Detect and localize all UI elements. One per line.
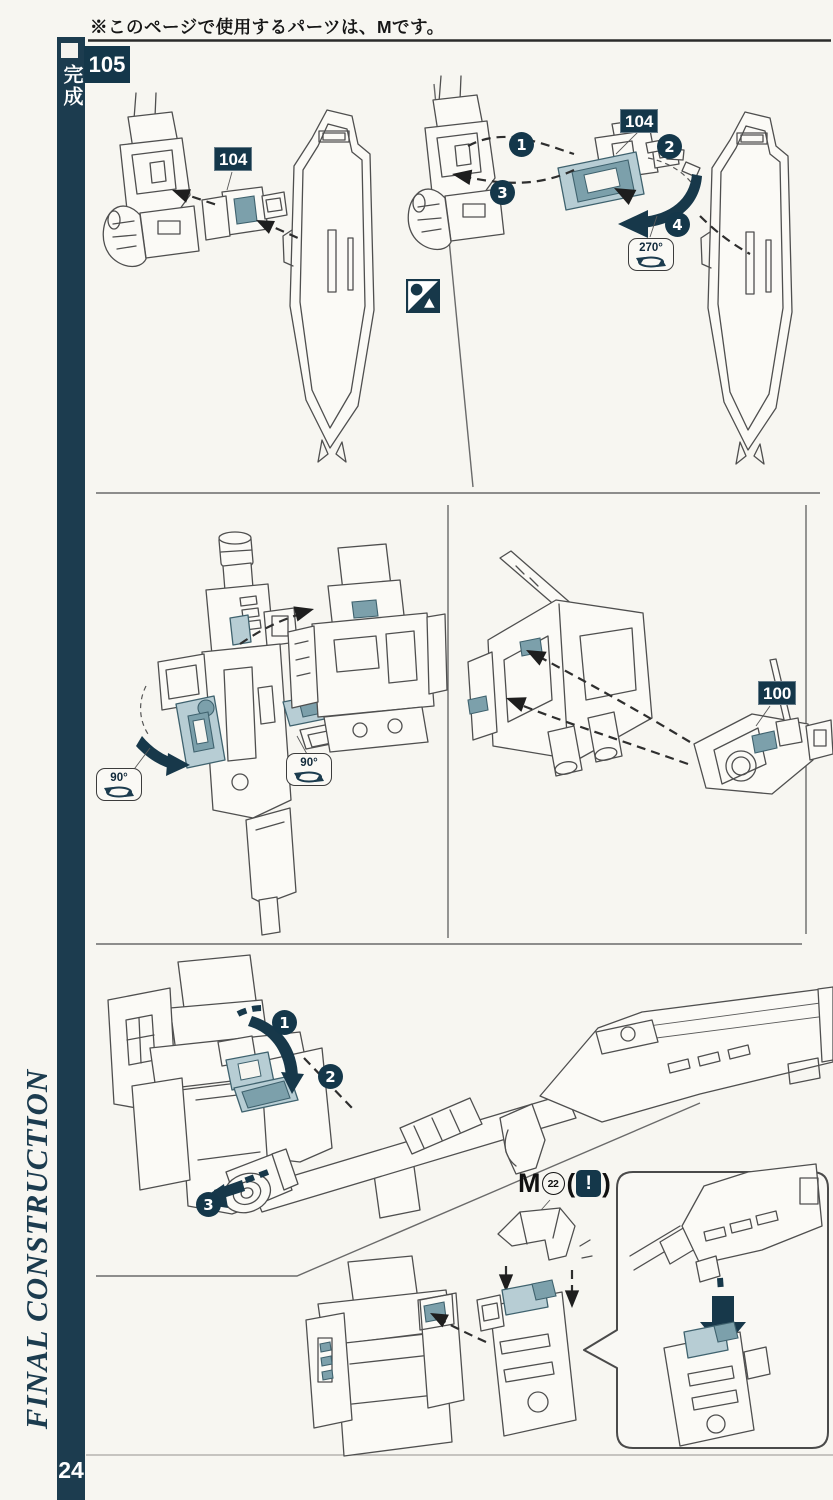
step-circle-3: 3 bbox=[490, 180, 515, 205]
warning-icon: ! bbox=[576, 1170, 601, 1197]
symmetry-icon bbox=[406, 279, 440, 318]
step-number-badge: 105 bbox=[84, 46, 130, 83]
backpack-head-diagram bbox=[468, 551, 833, 794]
sidebar-english-label: FINAL CONSTRUCTION bbox=[19, 1068, 54, 1430]
paren-open: ( bbox=[566, 1168, 576, 1198]
sidebar-kanji-label: 完成 bbox=[60, 64, 82, 108]
circled-22-icon: 22 bbox=[542, 1172, 565, 1195]
magazine-callout bbox=[584, 1164, 828, 1448]
step-circle-bazooka-2: 2 bbox=[318, 1064, 343, 1089]
rotation-badge-270 bbox=[628, 238, 674, 271]
completion-marker-icon bbox=[61, 43, 78, 58]
part-label-m22 bbox=[518, 1168, 612, 1199]
rotation-badge-90-right-label: 90° bbox=[300, 757, 318, 769]
part-label-m-prefix: M bbox=[518, 1168, 541, 1198]
step-circle-4: 4 bbox=[665, 212, 690, 237]
paren-close: ) bbox=[602, 1168, 611, 1198]
part-badge-100: 100 bbox=[758, 681, 796, 705]
rotation-badge-90-left-label: 90° bbox=[110, 772, 128, 784]
rotation-arrow-icon bbox=[294, 770, 324, 783]
rotation-arrow-icon bbox=[104, 785, 134, 798]
rotation-arrow-icon bbox=[636, 255, 666, 268]
step-circle-1: 1 bbox=[509, 132, 534, 157]
part-badge-104-left: 104 bbox=[214, 147, 252, 171]
part-badge-104-right: 104 bbox=[620, 109, 658, 133]
sidebar-bar bbox=[57, 37, 85, 1500]
rotation-badge-90-right bbox=[286, 753, 332, 786]
page-number: 24 bbox=[58, 1457, 84, 1483]
step-circle-bazooka-1: 1 bbox=[272, 1010, 297, 1035]
step-circle-2: 2 bbox=[657, 134, 682, 159]
parts-note: ※このページで使用するパーツは、Mです。 bbox=[90, 17, 445, 37]
rear-waist-magazine-diagram bbox=[306, 1200, 592, 1456]
step-circle-bazooka-3: 3 bbox=[196, 1192, 221, 1217]
rotation-badge-270-label: 270° bbox=[639, 242, 663, 254]
rotation-badge-90-left bbox=[96, 768, 142, 801]
